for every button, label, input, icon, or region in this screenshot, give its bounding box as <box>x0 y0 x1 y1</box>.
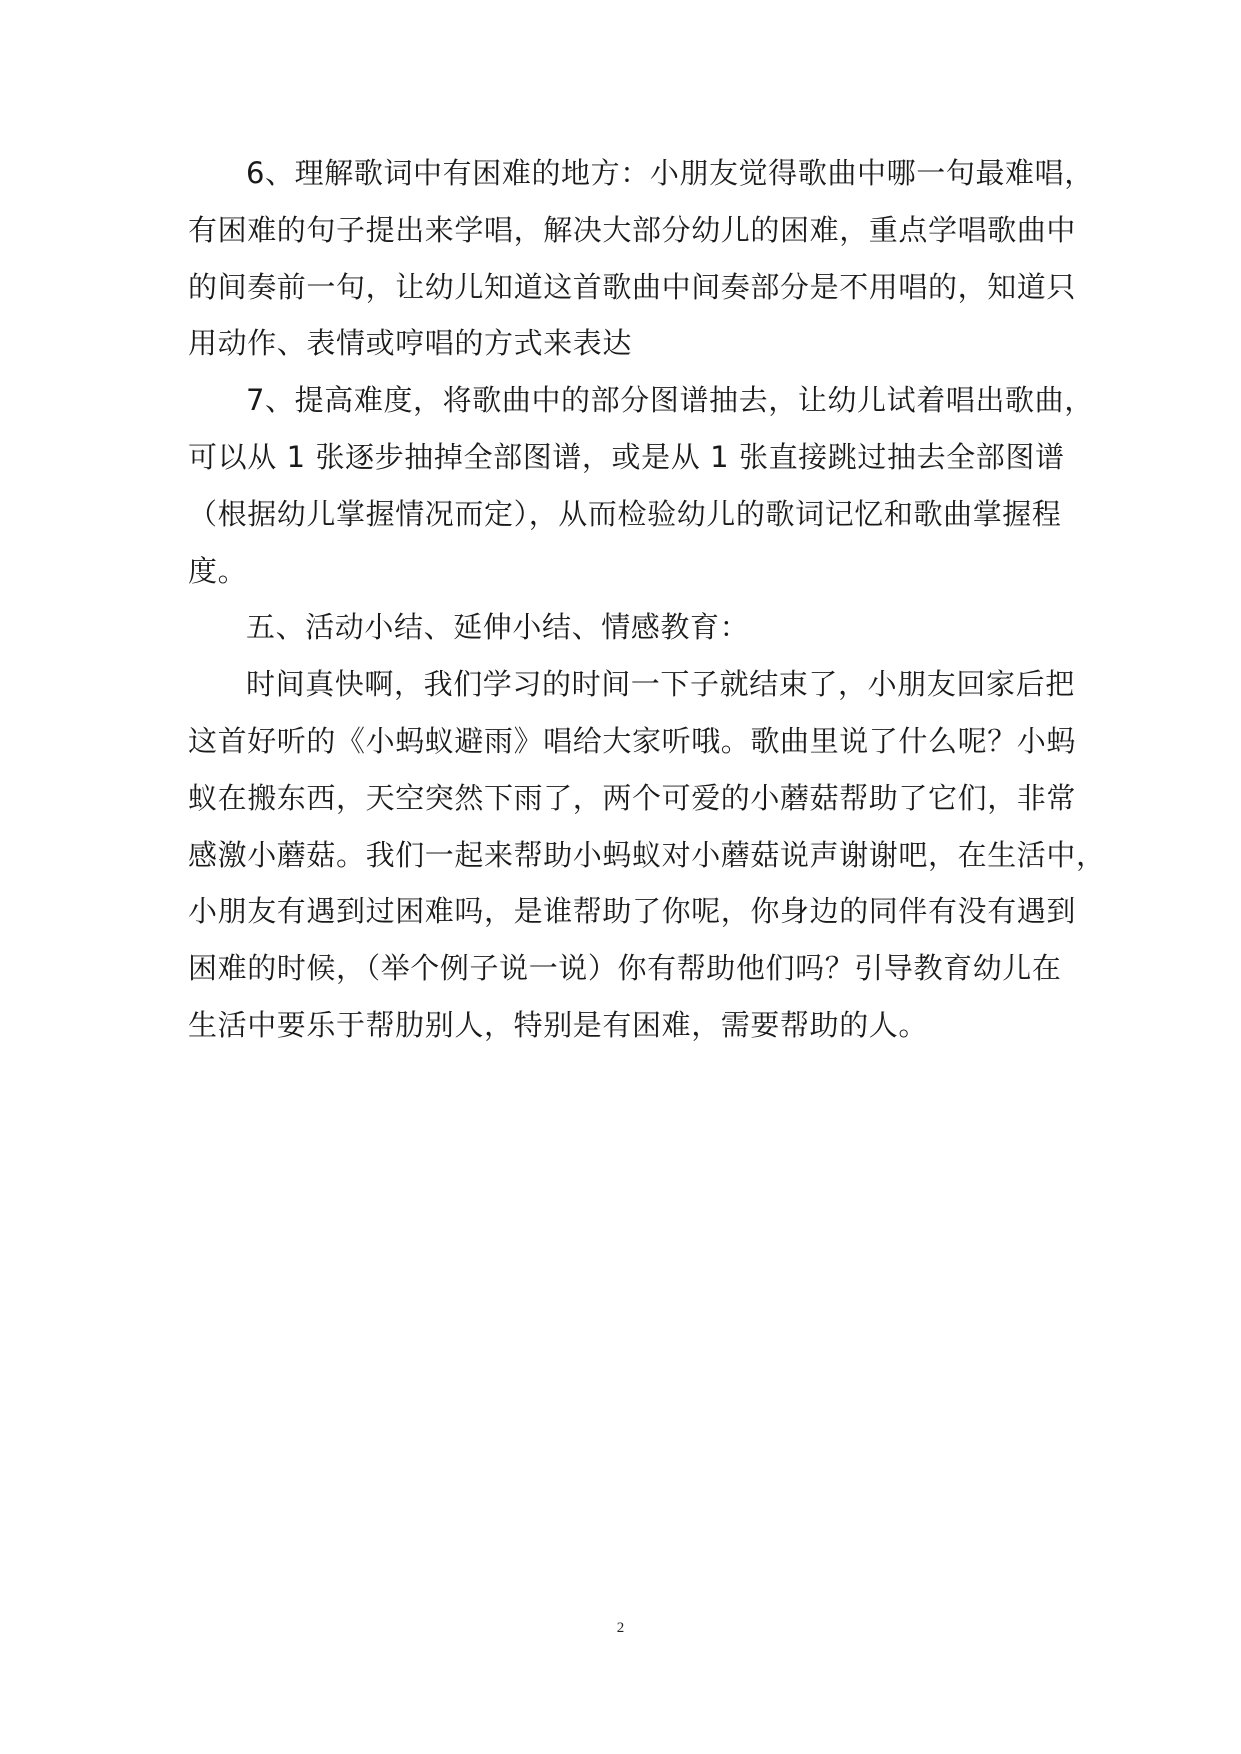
paragraph-line: （根据幼儿掌握情况而定），从而检验幼儿的歌词记忆和歌曲掌握程 <box>188 496 1062 531</box>
paragraph-line: 可以从 1 张逐步抽掉全部图谱，或是从 1 张直接跳过抽去全部图谱 <box>188 439 1065 474</box>
section-heading: 五、活动小结、延伸小结、情感教育： <box>246 610 750 645</box>
paragraph-line: 感激小蘑菇。我们一起来帮助小蚂蚁对小蘑菇说声谢谢吧，在生活中， <box>188 837 1106 872</box>
section-heading-summary <box>188 599 1068 656</box>
paragraph-step-6 <box>188 145 1094 372</box>
paragraph-line: 6、理解歌词中有困难的地方：小朋友觉得歌曲中哪一句最难唱， <box>246 156 1094 190</box>
paragraph-line: 7、提高难度，将歌曲中的部分图谱抽去，让幼儿试着唱出歌曲， <box>246 383 1094 418</box>
page-number: 2 <box>616 1620 625 1636</box>
paragraph-line: 的间奏前一句，让幼儿知道这首歌曲中间奏部分是不用唱的，知道只 <box>188 269 1077 304</box>
paragraph-line: 时间真快啊，我们学习的时间一下子就结束了，小朋友回家后把 <box>246 667 1075 702</box>
paragraph-line: 度。 <box>188 553 248 588</box>
paragraph-line: 有困难的句子提出来学唱，解决大部分幼儿的困难，重点学唱歌曲中 <box>188 212 1077 247</box>
paragraph-line: 这首好听的《小蚂蚁避雨》唱给大家听哦。歌曲里说了什么呢？小蚂 <box>188 723 1077 758</box>
paragraph-line: 困难的时候，（举个例子说一说）你有帮助他们吗？引导教育幼儿在 <box>188 951 1062 986</box>
paragraph-line: 小朋友有遇到过困难吗，是谁帮助了你呢，你身边的同伴有没有遇到 <box>188 894 1077 929</box>
paragraph-line: 生活中要乐于帮肋别人，特别是有困难，需要帮助的人。 <box>188 1007 929 1042</box>
paragraph-step-7 <box>188 372 1094 599</box>
paragraph-summary <box>188 656 1106 1054</box>
document-body <box>188 145 1106 1054</box>
paragraph-line: 用动作、表情或哼唱的方式来表达 <box>188 326 633 361</box>
paragraph-line: 蚁在搬东西，天空突然下雨了，两个可爱的小蘑菇帮助了它们，非常 <box>188 780 1077 815</box>
